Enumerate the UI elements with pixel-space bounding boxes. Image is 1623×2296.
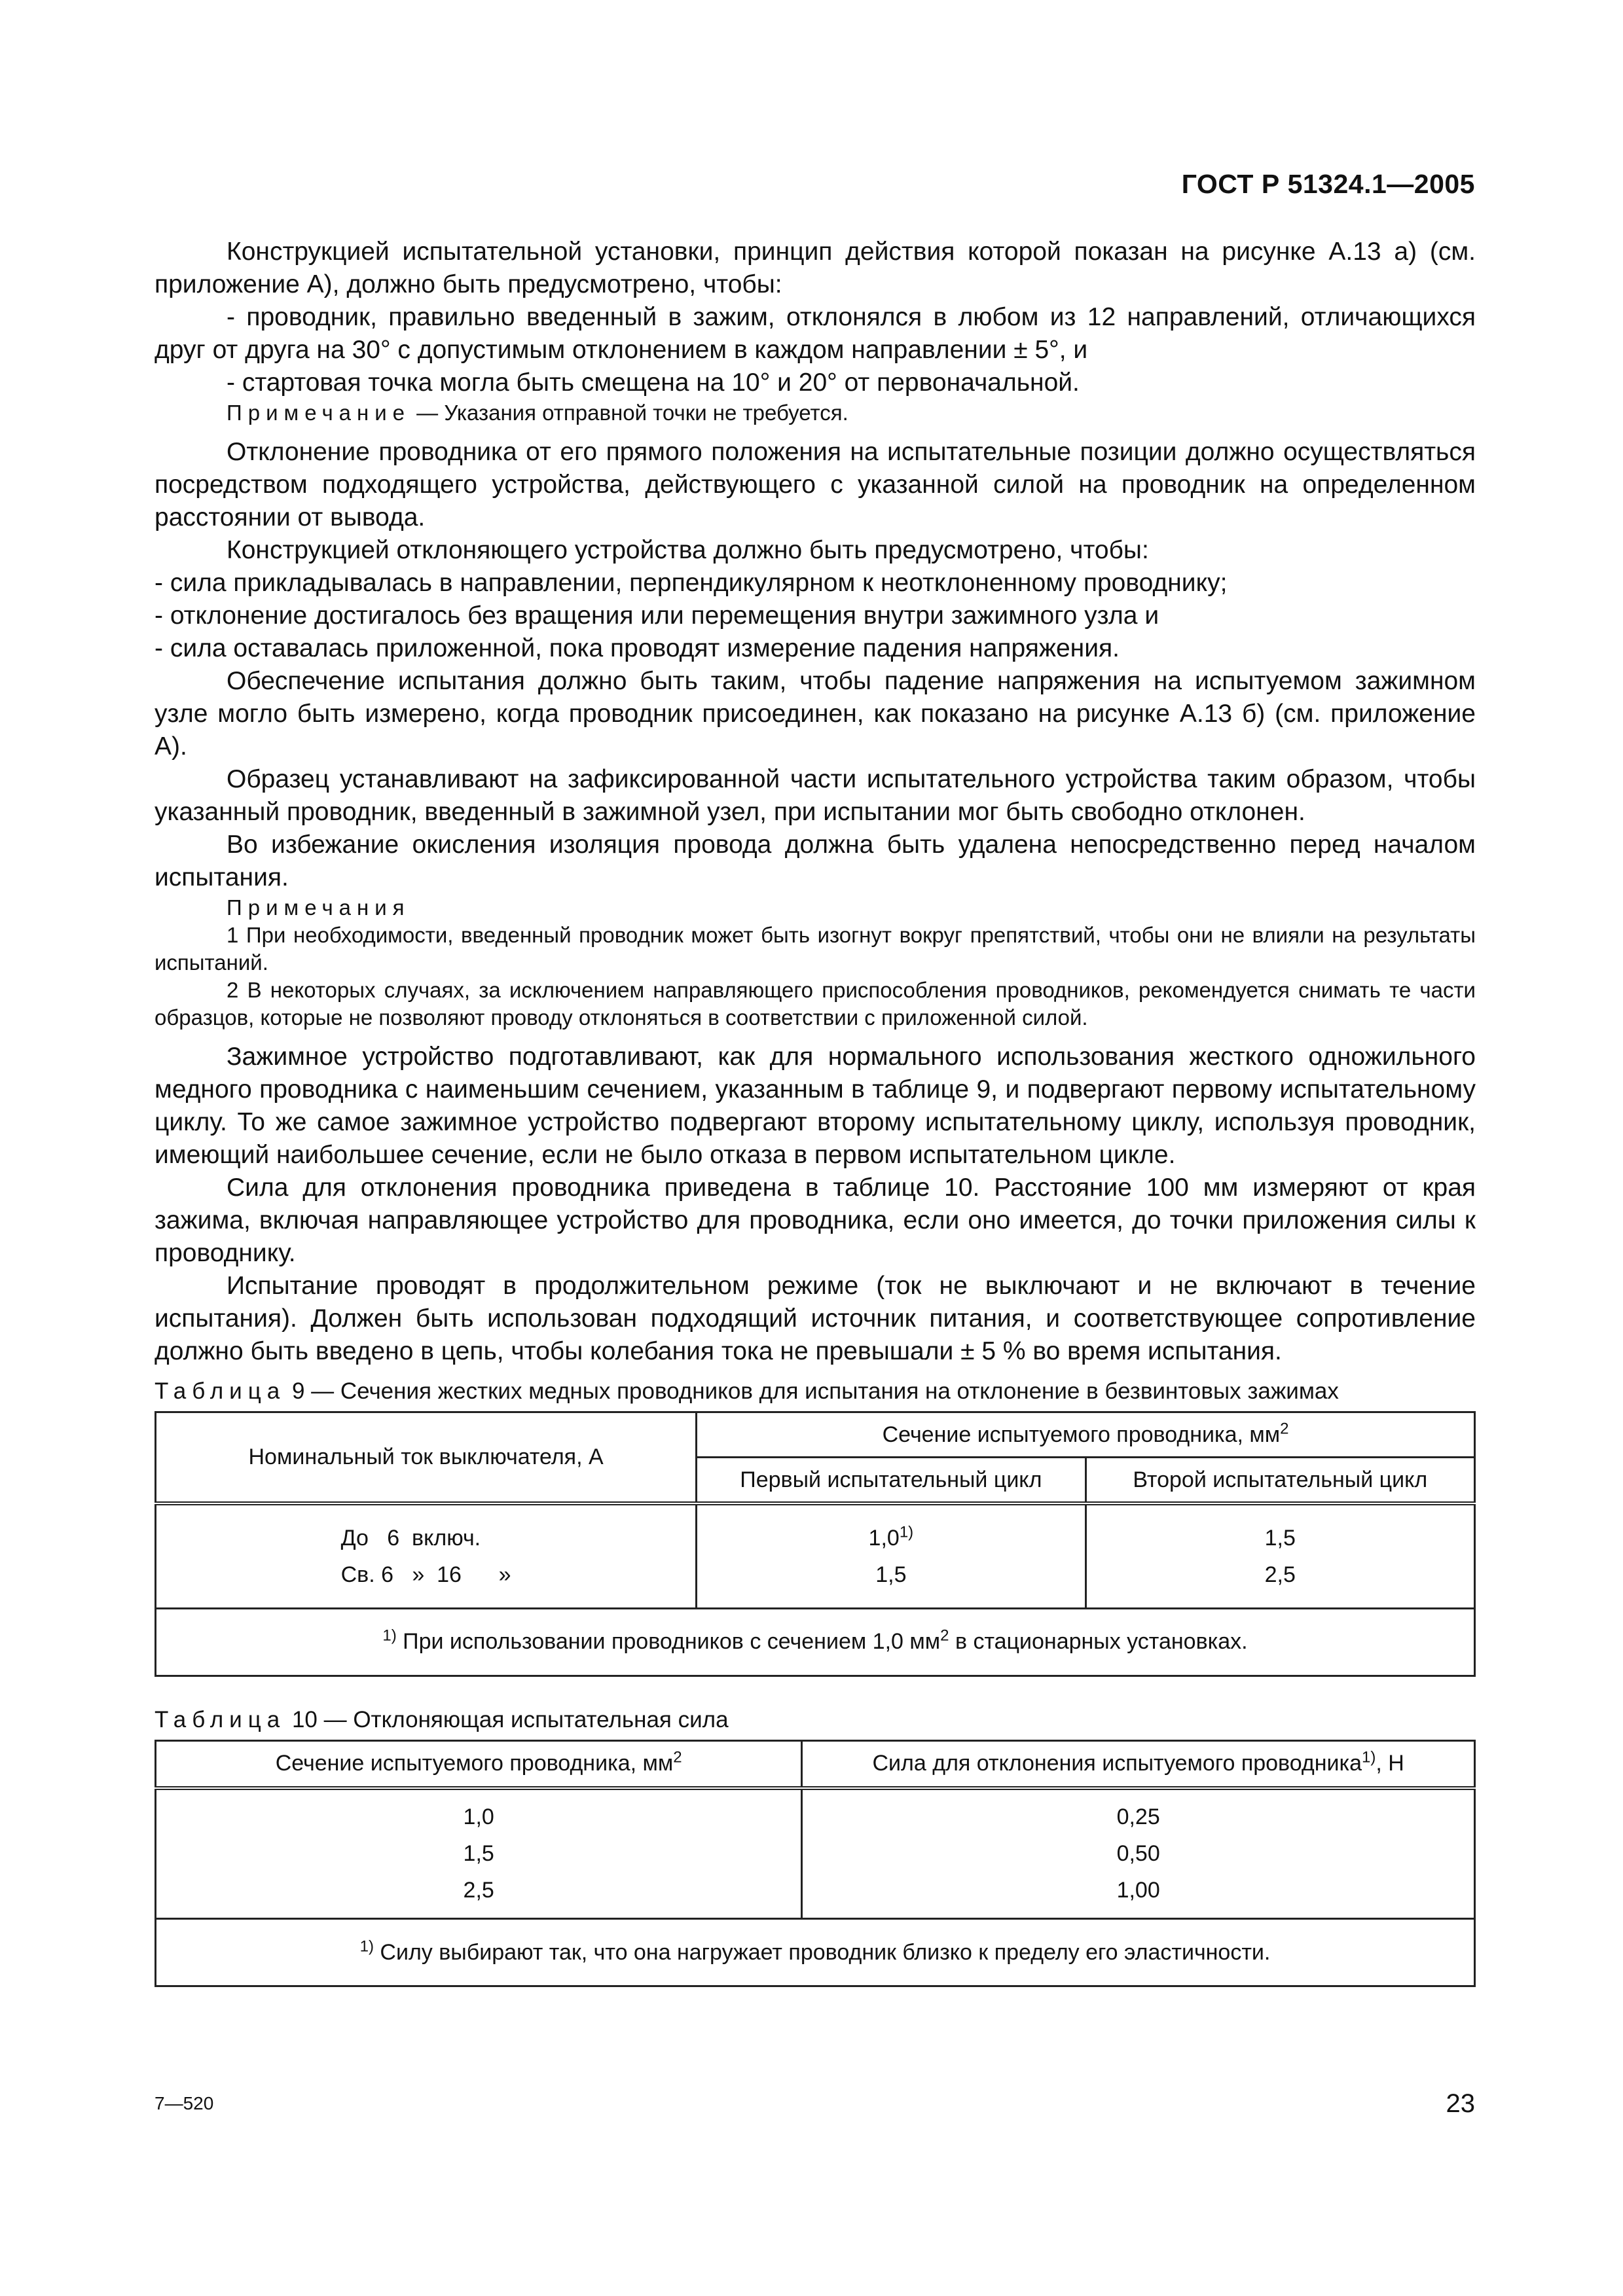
document-id: ГОСТ Р 51324.1—2005	[1181, 169, 1475, 199]
paragraph: Сила для отклонения проводника приведена в таблице 10. Расстояние 100 мм измеряют от края зажима, включая направляющее устройство для проводника, если оно имеется, до точки приложения силы к проводнику.	[155, 1174, 1476, 1267]
paragraph: Отклонение проводника от его прямого положения на испытательные позиции должно осуществляться посредством подходящего устройства, действующего с указанной силой на проводник на определенном расстоянии от вывода.	[155, 438, 1476, 531]
table10-col-section: Сечение испытуемого проводника, $мм^2$	[156, 1740, 802, 1788]
table-cell: 1,00	[1116, 1878, 1160, 1903]
document-body	[155, 236, 1476, 1987]
footer-code: 7—520	[155, 2093, 214, 2113]
table9-current-cell	[156, 1503, 697, 1608]
table9-first-cell	[697, 1503, 1085, 1608]
paragraph: Зажимное устройство подготавливают, как для нормального использования жесткого одножильного медного проводника с наименьшим сечением, указанным в таблице 9, и подвергают первому испытательному циклу. То же самое зажимное устройство подвергают второму испытательному циклу, используя проводник, имеющий наибольшее сечение, если не было отказа в первом испытательном цикле.	[155, 1043, 1476, 1169]
table9-col-first-cycle: Первый испытательный цикл	[697, 1458, 1085, 1504]
table9-data-row	[156, 1503, 1475, 1608]
bullet-item: - проводник, правильно введенный в зажим, отклонялся в любом из 12 направлений, отличающихся друг от друга на 30° с допустимым отклонением в каждом направлении ± 5°, и	[155, 303, 1476, 364]
table10-footnote: $^{1)}$ Силу выбирают так, что она нагружает проводник близко к пределу его эластичности.	[156, 1919, 1475, 1986]
paragraph: Во избежание окисления изоляция провода должна быть удалена непосредственно перед началом испытания.	[155, 831, 1476, 891]
note-text: — Указания отправной точки не требуется.	[410, 401, 848, 425]
notes-label: Примечания	[227, 895, 410, 920]
table10-caption-label: Таблица	[155, 1706, 286, 1732]
table-cell: 1,0	[463, 1804, 494, 1830]
note	[155, 399, 1476, 427]
table9-caption-text: 9 — Сечения жестких медных проводников для испытания на отклонение в безвинтовых зажимах	[285, 1378, 1339, 1404]
table10-section-cell	[156, 1788, 802, 1919]
table9-second-cell	[1085, 1503, 1474, 1608]
table-cell: До 6 включ.	[340, 1525, 481, 1551]
table9-footnote: $^{1)}$ При использовании проводников с сечением 1,0 $мм^2$ в стационарных установках.	[156, 1608, 1475, 1676]
table10-col-force: Сила для отклонения испытуемого проводника$^{1)}$, Н	[802, 1740, 1475, 1788]
paragraph: Испытание проводят в продолжительном режиме (ток не выключают и не включают в течение испытания). Должен быть использован подходящий источник питания, и соответствующее сопротивление должно быть введено в цепь, чтобы колебания тока не превышали ± 5 % во время испытания.	[155, 1272, 1476, 1365]
bullet-item: - отклонение достигалось без вращения или перемещения внутри зажимного узла и	[155, 601, 1159, 630]
page-number: 23	[1446, 2089, 1475, 2118]
table10-force-cell	[802, 1788, 1475, 1919]
bullet-item: - стартовая точка могла быть смещена на 10° и 20° от первоначальной.	[227, 368, 1080, 397]
table9-caption-label: Таблица	[155, 1378, 286, 1404]
table-cell: 2,5	[1264, 1562, 1296, 1587]
paragraph: Образец устанавливают на зафиксированной части испытательного устройства таким образом, чтобы указанный проводник, введенный в зажимной узел, при испытании мог быть свободно отклонен.	[155, 765, 1476, 826]
table-cell: Св. 6 » 16 »	[340, 1562, 511, 1587]
table-10	[155, 1740, 1476, 1988]
table-9	[155, 1411, 1476, 1677]
table-cell: 1,0$^{1)}$	[868, 1523, 914, 1551]
table9-col-current: Номинальный ток выключателя, А	[156, 1412, 697, 1504]
table9-caption	[155, 1377, 1476, 1406]
table9-col-section: Сечение испытуемого проводника, $мм^2$	[697, 1412, 1475, 1458]
table-cell: 0,25	[1116, 1804, 1160, 1830]
table10-caption-text: 10 — Отклоняющая испытательная сила	[285, 1706, 729, 1732]
note-label: Примечание	[227, 401, 411, 425]
bullet-item: - сила оставалась приложенной, пока проводят измерение падения напряжения.	[155, 634, 1120, 662]
note-item: 1 При необходимости, введенный проводник может быть изогнут вокруг препятствий, чтобы они не влияли на результаты испытаний.	[155, 923, 1476, 975]
table9-col-second-cycle: Второй испытательный цикл	[1085, 1458, 1474, 1504]
paragraph: Конструкцией отклоняющего устройства должно быть предусмотрено, чтобы:	[227, 536, 1149, 564]
table-cell: 1,5	[463, 1841, 494, 1867]
table-cell: 1,5	[1264, 1525, 1296, 1551]
paragraph: Конструкцией испытательной установки, принцип действия которой показан на рисунке А.13 а) (см. приложение А), должно быть предусмотрено, чтобы:	[155, 238, 1476, 298]
table10-data-row	[156, 1788, 1475, 1919]
bullet-item: - сила прикладывалась в направлении, перпендикулярном к неотклоненному проводнику;	[155, 569, 1228, 597]
table10-caption	[155, 1706, 1476, 1734]
paragraph: Обеспечение испытания должно быть таким, чтобы падение напряжения на испытуемом зажимном узле могло быть измерено, когда проводник присоединен, как показано на рисунке А.13 б) (см. приложение А).	[155, 667, 1476, 761]
table-cell: 2,5	[463, 1878, 494, 1903]
table-cell: 0,50	[1116, 1841, 1160, 1867]
note-item: 2 В некоторых случаях, за исключением направляющего приспособления проводников, рекомендуется снимать те части образцов, которые не позволяют проводу отклоняться в соответствии с приложенной силой.	[155, 978, 1476, 1030]
table-cell: 1,5	[875, 1562, 907, 1587]
